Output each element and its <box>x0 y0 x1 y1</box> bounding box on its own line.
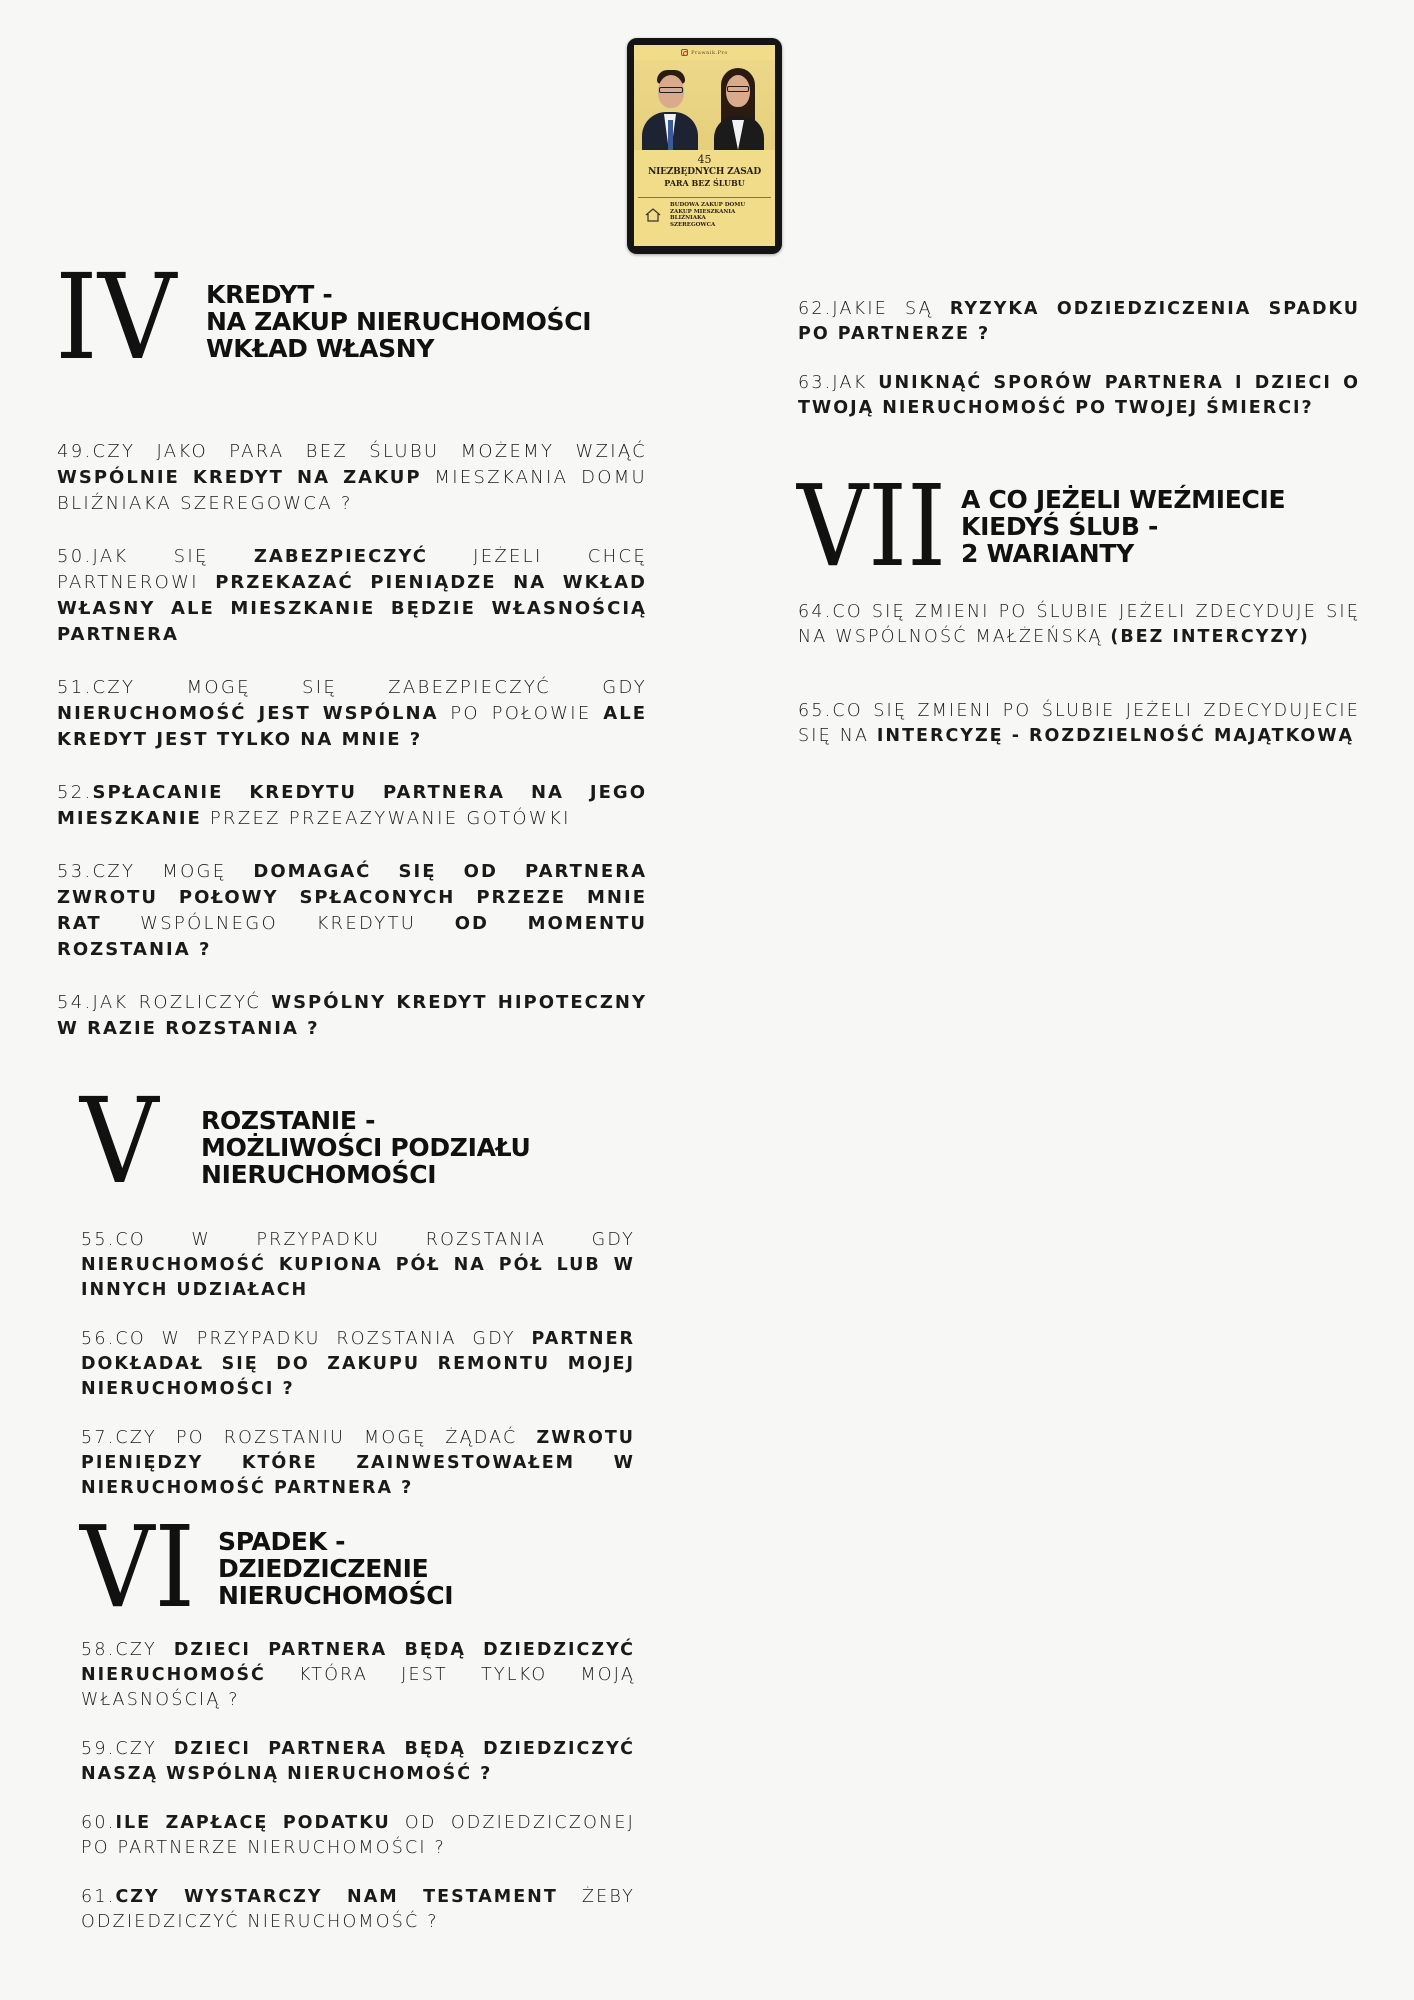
question-55: 55.CO W PRZYPADKU ROZSTANIA GDY NIERUCHOMOŚĆ KUPIONA PÓŁ NA PÓŁ LUB W INNYCH UDZIAŁACH <box>81 1230 635 1300</box>
book-cover <box>634 45 775 246</box>
section-iv-title-line: NA ZAKUP NIERUCHOMOŚCI <box>206 307 592 336</box>
section-vii-title-line: A CO JEŻELI WEŹMIECIE <box>961 485 1286 514</box>
section-iv-title <box>206 281 591 362</box>
cover-title-line2: PARA BEZ ŚLUBU <box>664 178 745 188</box>
book-cover-tablet <box>627 38 782 254</box>
section-v-title-line: NIERUCHOMOŚCI <box>201 1160 437 1189</box>
cover-title <box>638 150 771 198</box>
question-57: 57.CZY PO ROZSTANIU MOGĘ ŻĄDAĆ ZWROTU PIENIĘDZY KTÓRE ZAINWESTOWAŁEM W NIERUCHOMOŚĆ PARTNERA ? <box>81 1428 635 1498</box>
section-vi-title-line: SPADEK - <box>218 1527 346 1556</box>
man-portrait <box>642 60 698 150</box>
section-vi-title-line: DZIEDZICZENIE <box>218 1554 429 1583</box>
section-v-title <box>201 1107 531 1188</box>
cover-number: 45 <box>697 153 712 166</box>
section-vi-title <box>218 1528 453 1609</box>
section-iv-title-line: KREDYT - <box>206 280 333 309</box>
section-iv-numeral: IV <box>55 248 177 386</box>
cover-subtitle-line: BLIŹNIAKA <box>670 215 706 222</box>
section-vii-title-line: 2 WARIANTY <box>961 539 1134 568</box>
section-vii-title <box>961 486 1285 567</box>
question-65: 65.CO SIĘ ZMIENI PO ŚLUBIE JEŻELI ZDECYDUJECIE SIĘ NA INTERCYZĘ - ROZDZIELNOŚĆ MAJĄTKOWĄ <box>798 701 1360 746</box>
cover-title-line1: NIEZBĘDNYCH ZASAD <box>648 167 761 177</box>
section-iv-title-line: WKŁAD WŁASNY <box>206 334 435 363</box>
section-v-title-line: ROZSTANIE - <box>201 1106 376 1135</box>
question-58: 58.CZY DZIECI PARTNERA BĘDĄ DZIEDZICZYĆ NIERUCHOMOŚĆ KTÓRA JEST TYLKO MOJĄ WŁASNOŚCIĄ ? <box>81 1640 635 1710</box>
section-vi-title-line: NIERUCHOMOŚCI <box>218 1581 454 1610</box>
section-vi-numeral: VI <box>80 1503 196 1633</box>
question-56: 56.CO W PRZYPADKU ROZSTANIA GDY PARTNER DOKŁADAŁ SIĘ DO ZAKUPU REMONTU MOJEJ NIERUCHOMOŚCI ? <box>81 1329 635 1399</box>
section-v-numeral: V <box>80 1072 159 1210</box>
question-52: 52.SPŁACANIE KREDYTU PARTNERA NA JEGO MIESZKANIE PRZEZ PRZEAZYWANIE GOTÓWKI <box>57 782 647 829</box>
section-vii-title-line: KIEDYŚ ŚLUB - <box>961 512 1159 541</box>
cover-header <box>634 45 775 60</box>
instagram-icon <box>681 49 688 56</box>
question-63: 63.JAK UNIKNĄĆ SPORÓW PARTNERA I DZIECI O TWOJĄ NIERUCHOMOŚĆ PO TWOJEJ ŚMIERCI? <box>798 373 1360 418</box>
house-icon <box>644 206 662 224</box>
question-59: 59.CZY DZIECI PARTNERA BĘDĄ DZIEDZICZYĆ NASZĄ WSPÓLNĄ NIERUCHOMOŚĆ ? <box>81 1739 635 1784</box>
cover-subtitle-line: BUDOWA ZAKUP DOMU <box>670 202 746 208</box>
question-51: 51.CZY MOGĘ SIĘ ZABEZPIECZYĆ GDY NIERUCHOMOŚĆ JEST WSPÓLNA PO POŁOWIE ALE KREDYT JEST TYLKO NA MNIE ? <box>57 677 647 750</box>
section-vii-numeral: VII <box>797 462 947 592</box>
section-v-title-line: MOŻLIWOŚCI PODZIAŁU <box>201 1133 531 1162</box>
question-53: 53.CZY MOGĘ DOMAGAĆ SIĘ OD PARTNERA ZWROTU POŁOWY SPŁACONYCH PRZEZE MNIE RAT WSPÓLNEGO KREDYTU OD MOMENTU ROZSTANIA ? <box>57 861 647 960</box>
question-64: 64.CO SIĘ ZMIENI PO ŚLUBIE JEŻELI ZDECYDUJE SIĘ NA WSPÓLNOŚĆ MAŁŻEŃSKĄ (BEZ INTERCYZY) <box>798 602 1360 647</box>
cover-subtitle-line: ZAKUP MIESZKANIA <box>670 208 736 215</box>
cover-subtitle <box>634 198 775 228</box>
cover-subtitle-line: SZEREGOWCA <box>670 221 716 228</box>
question-49: 49.CZY JAKO PARA BEZ ŚLUBU MOŻEMY WZIĄĆ WSPÓLNIE KREDYT NA ZAKUP MIESZKANIA DOMU BLIŹNIAKA SZEREGOWCA ? <box>57 441 647 514</box>
woman-portrait <box>710 60 766 150</box>
cover-photo <box>634 60 775 150</box>
question-62: 62.JAKIE SĄ RYZYKA ODZIEDZICZENIA SPADKU PO PARTNERZE ? <box>798 299 1361 344</box>
question-61: 61.CZY WYSTARCZY NAM TESTAMENT ŻEBY ODZIEDZICZYĆ NIERUCHOMOŚĆ ? <box>81 1887 635 1932</box>
cover-brand: Prawnik.Pro <box>691 49 728 56</box>
question-50: 50.JAK SIĘ ZABEZPIECZYĆ JEŻELI CHCĘ PARTNEROWI PRZEKAZAĆ PIENIĄDZE NA WKŁAD WŁASNY ALE MIESZKANIE BĘDZIE WŁASNOŚCIĄ PARTNERA <box>57 546 648 645</box>
question-60: 60.ILE ZAPŁACĘ PODATKU OD ODZIEDZICZONEJ PO PARTNERZE NIERUCHOMOŚCI ? <box>81 1813 635 1858</box>
question-54: 54.JAK ROZLICZYĆ WSPÓLNY KREDYT HIPOTECZNY W RAZIE ROZSTANIA ? <box>57 992 647 1039</box>
